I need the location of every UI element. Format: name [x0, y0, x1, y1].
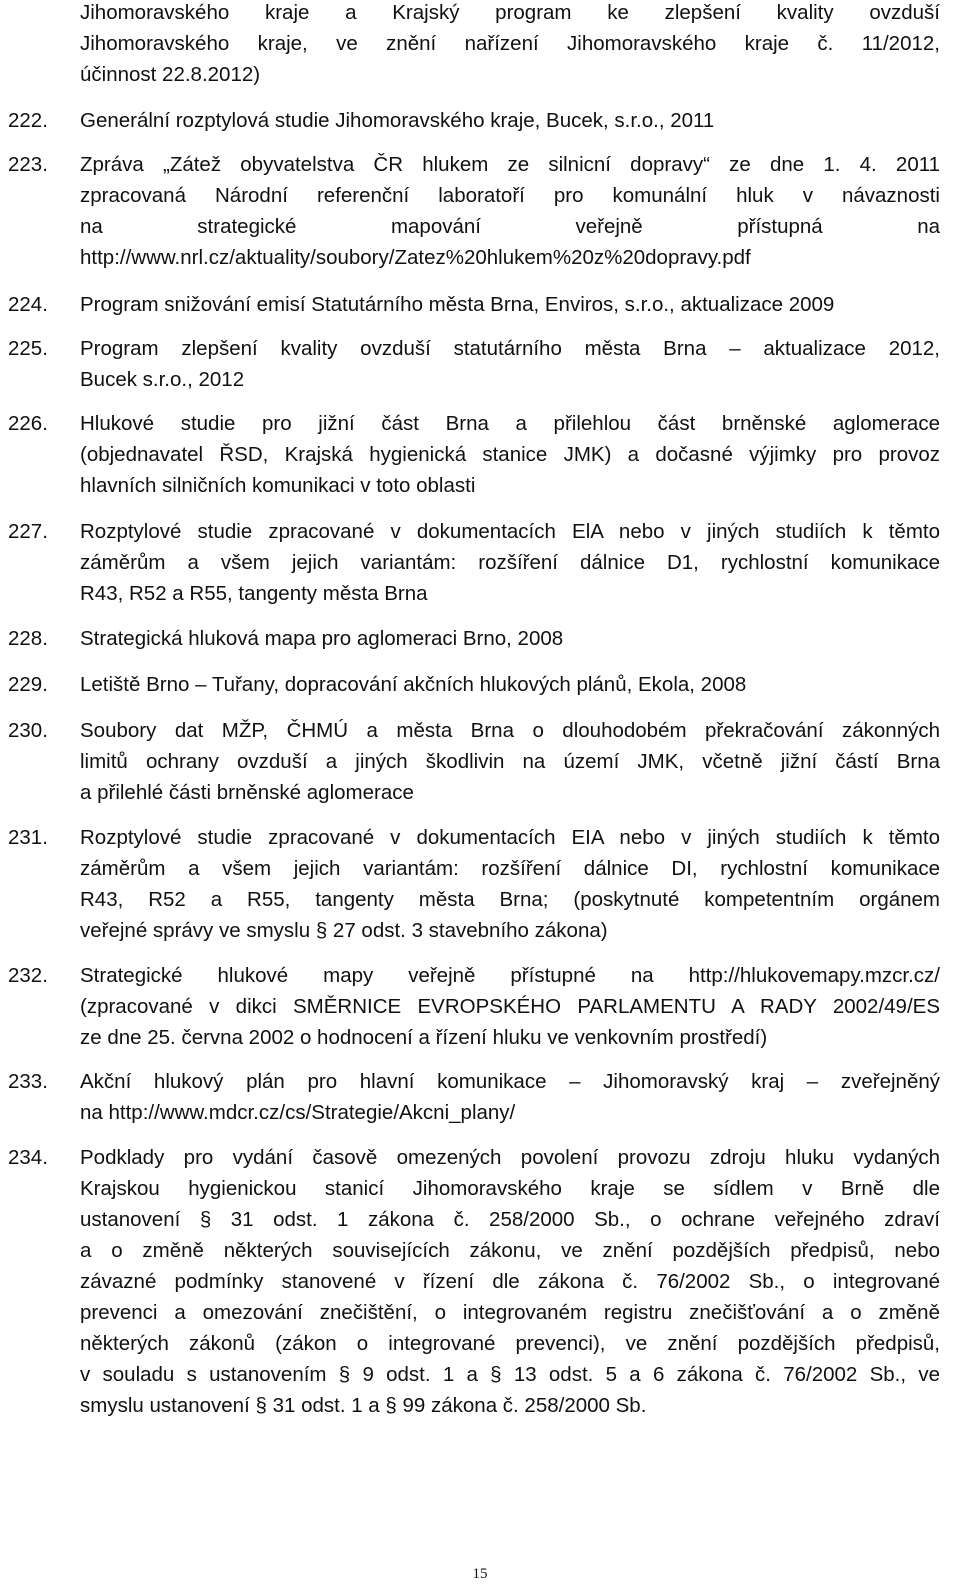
- reference-number: 226.: [8, 412, 48, 435]
- text-line: Bucek s.r.o., 2012: [80, 368, 245, 391]
- text-line: R43, R52 a R55, tangenty města Brna; (poskytnuté kompetentním orgánem: [80, 888, 940, 911]
- text-line: Program zlepšení kvality ovzduší statutárního města Brna – aktualizace 2012,: [80, 337, 940, 360]
- text-line: prevenci a omezování znečištění, o integrovaném registru znečišťování a o změně: [80, 1301, 940, 1324]
- text-line: Krajskou hygienickou stanicí Jihomoravského kraje se sídlem v Brně dle: [80, 1177, 940, 1200]
- reference-continuation: [8, 0, 940, 90]
- reference-item: [8, 960, 940, 1053]
- page-number: 15: [472, 1566, 488, 1582]
- reference-number: 230.: [8, 719, 48, 742]
- reference-number: 228.: [8, 627, 48, 650]
- reference-item: [8, 105, 940, 136]
- text-line: ze dne 25. června 2002 o hodnocení a řízení hluku ve venkovním prostředí): [80, 1026, 768, 1049]
- text-line: smyslu ustanovení § 31 odst. 1 a § 99 zákona č. 258/2000 Sb.: [80, 1394, 647, 1417]
- reference-number: 223.: [8, 153, 48, 176]
- text-line: Program snižování emisí Statutárního města Brna, Enviros, s.r.o., aktualizace 2009: [80, 293, 835, 316]
- text-line: závazné podmínky stanovené v řízení dle zákona č. 76/2002 Sb., o integrované: [80, 1270, 940, 1293]
- reference-item: [8, 1142, 940, 1421]
- text-line: Jihomoravského kraje, ve znění nařízení Jihomoravského kraje č. 11/2012,: [80, 32, 940, 55]
- reference-number: 233.: [8, 1070, 48, 1093]
- text-line: Strategická hluková mapa pro aglomeraci Brno, 2008: [80, 627, 564, 650]
- reference-item: [8, 289, 940, 320]
- reference-item: [8, 516, 940, 609]
- text-line: záměrům a všem jejich variantám: rozšíření dálnice DI, rychlostní komunikace: [80, 857, 940, 880]
- reference-item: [8, 333, 940, 395]
- text-line: účinnost 22.8.2012): [80, 63, 261, 86]
- text-line: hlavních silničních komunikaci v toto oblasti: [80, 474, 476, 497]
- reference-item: [8, 715, 940, 808]
- text-line: a o změně některých souvisejících zákonu, ve znění pozdějších předpisů, nebo: [80, 1239, 940, 1262]
- text-line: Hlukové studie pro jižní část Brna a přilehlou část brněnské aglomerace: [80, 412, 940, 435]
- reference-number: 224.: [8, 293, 48, 316]
- text-line: limitů ochrany ovzduší a jiných škodlivin na území JMK, včetně jižní částí Brna: [80, 750, 940, 773]
- reference-item: [8, 1066, 940, 1128]
- text-line: Zpráva „Zátež obyvatelstva ČR hlukem ze silnicní dopravy“ ze dne 1. 4. 2011: [80, 153, 940, 176]
- text-line: Akční hlukový plán pro hlavní komunikace – Jihomoravský kraj – zveřejněný: [80, 1070, 940, 1093]
- reference-number: 234.: [8, 1146, 48, 1169]
- reference-number: 232.: [8, 964, 48, 987]
- text-line: (zpracované v dikci SMĚRNICE EVROPSKÉHO PARLAMENTU A RADY 2002/49/ES: [80, 995, 940, 1018]
- text-line: (objednavatel ŘSD, Krajská hygienická stanice JMK) a dočasné výjimky pro provoz: [80, 443, 940, 466]
- text-line: některých zákonů (zákon o integrované prevenci), ve znění pozdějších předpisů,: [80, 1332, 940, 1355]
- text-line: Rozptylové studie zpracované v dokumentacích EIA nebo v jiných studiích k těmto: [80, 826, 940, 849]
- reference-number: 229.: [8, 673, 48, 696]
- reference-item: [8, 623, 940, 654]
- text-line: Strategické hlukové mapy veřejně přístupné na http://hlukovemapy.mzcr.cz/: [80, 964, 940, 987]
- reference-item: [8, 822, 940, 946]
- text-line: v souladu s ustanovením § 9 odst. 1 a § 13 odst. 5 a 6 zákona č. 76/2002 Sb., ve: [80, 1363, 940, 1386]
- text-line: Jihomoravského kraje a Krajský program ke zlepšení kvality ovzduší: [80, 1, 940, 24]
- text-line: Soubory dat MŽP, ČHMÚ a města Brna o dlouhodobém překračování zákonných: [80, 719, 940, 742]
- text-line: Rozptylové studie zpracované v dokumentacích ElA nebo v jiných studiích k těmto: [80, 520, 940, 543]
- text-line: na http://www.mdcr.cz/cs/Strategie/Akcni_plany/: [80, 1101, 516, 1124]
- text-line: zpracovaná Národní referenční laboratoří pro komunální hluk v návaznosti: [80, 184, 940, 207]
- reference-item: [8, 669, 940, 700]
- reference-item: [8, 149, 940, 273]
- text-line: a přilehlé části brněnské aglomerace: [80, 781, 414, 804]
- text-line: http://www.nrl.cz/aktuality/soubory/Zatez%20hlukem%20z%20dopravy.pdf: [80, 246, 751, 269]
- text-line: Podklady pro vydání časově omezených povolení provozu zdroju hluku vydaných: [80, 1146, 940, 1169]
- text-line: ustanovení § 31 odst. 1 zákona č. 258/2000 Sb., o ochrane veřejného zdraví: [80, 1208, 940, 1231]
- text-line: R43, R52 a R55, tangenty města Brna: [80, 582, 428, 605]
- reference-item: [8, 408, 940, 501]
- text-line: na strategické mapování veřejně přístupná na: [80, 215, 940, 238]
- text-line: Letiště Brno – Tuřany, dopracování akčních hlukových plánů, Ekola, 2008: [80, 673, 747, 696]
- text-line: záměrům a všem jejich variantám: rozšíření dálnice D1, rychlostní komunikace: [80, 551, 940, 574]
- reference-number: 231.: [8, 826, 48, 849]
- reference-number: 225.: [8, 337, 48, 360]
- text-line: veřejné správy ve smyslu § 27 odst. 3 stavebního zákona): [80, 919, 608, 942]
- text-line: Generální rozptylová studie Jihomoravského kraje, Bucek, s.r.o., 2011: [80, 109, 715, 132]
- reference-number: 227.: [8, 520, 48, 543]
- reference-number: 222.: [8, 109, 48, 132]
